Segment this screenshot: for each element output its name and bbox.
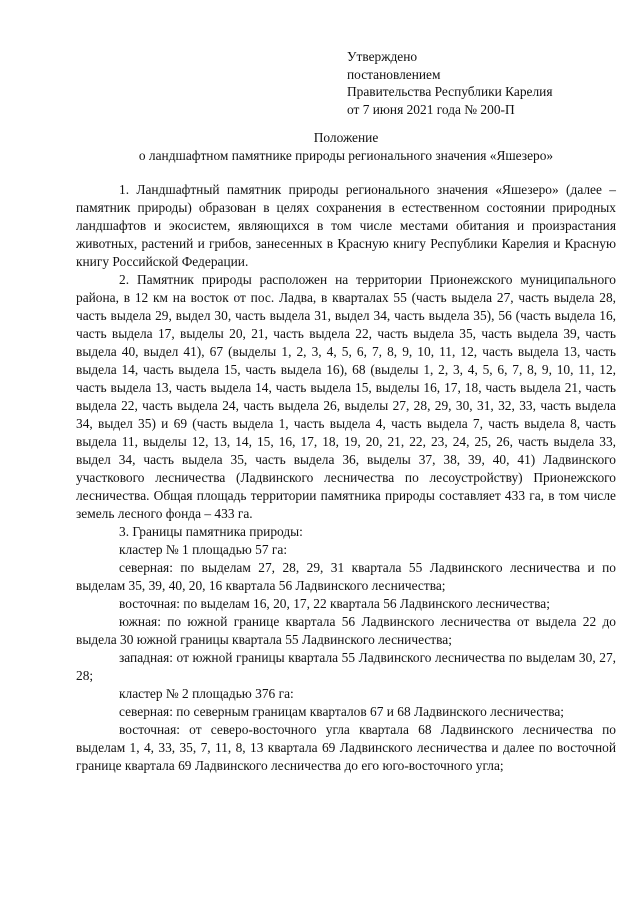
paragraph-boundaries-heading: 3. Границы памятника природы: (119, 524, 303, 539)
paragraph-cluster-1-south: южная: по южной границе квартала 56 Ладвинского лесничества от выдела 22 до выдела 30 южной границы квартала 55 Ладвинского лесничества; (76, 614, 616, 647)
approval-block (347, 48, 627, 118)
paragraph-cluster-1-north: северная: по выделам 27, 28, 29, 31 квартала 55 Ладвинского лесничества и по выделам 35, 39, 40, 20, 16 квартала 56 Ладвинского лесничества; (76, 560, 616, 593)
title-subline: о ландшафтном памятнике природы регионального значения «Яшезеро» (138, 148, 554, 163)
paragraph-cluster-1: кластер № 1 площадью 57 га: (119, 542, 288, 557)
paragraph-cluster-2-north: северная: по северным границам кварталов 67 и 68 Ладвинского лесничества; (119, 704, 565, 719)
paragraph-cluster-1-west: западная: от южной границы квартала 55 Ладвинского лесничества по выделам 30, 27, 28; (76, 650, 616, 683)
title-line: Положение (313, 130, 379, 145)
document-title (76, 129, 616, 165)
approval-line: Правительства Республики Карелия (347, 84, 553, 99)
approval-line: Утверждено (347, 49, 418, 64)
paragraph-cluster-2: кластер № 2 площадью 376 га: (119, 686, 294, 701)
approval-line: постановлением (347, 66, 441, 82)
paragraph-cluster-1-east: восточная: по выделам 16, 20, 17, 22 квартала 56 Ладвинского лесничества; (119, 596, 550, 611)
document-body (76, 181, 616, 775)
paragraph-cluster-2-east: восточная: от северо-восточного угла квартала 68 Ладвинского лесничества по выделам 1, 4, 33, 35, 7, 11, 8, 13 квартала 69 Ладвинского лесничества и далее по восточной границе квартала 69 Ладвинского лесничества до его юго-восточного угла; (76, 722, 616, 773)
paragraph-location: 2. Памятник природы расположен на территории Прионежского муниципального района, в 12 км на восток от пос. Ладва, в кварталах 55 (часть выдела 27, часть выдела 28, часть выдела 29, выдел 30, часть выдела 31, выдел 34, часть выдела 35), 56 (часть выдела 16, часть выдела 17, выделы 20, 21, часть выдела 22, часть выдела 35, часть выдела 39, часть выдела 40, выдел 41), 67 (выделы 1, 2, 3, 4, 5, 6, 7, 8, 9, 10, 11, 12, часть выдела 13, часть выдела 14, часть выдела 15, часть выдела 16), 68 (выделы 1, 2, 3, 4, 5, 6, 7, 8, 9, 10, 11, 12, часть выдела 13, часть выдела 14, часть выдела 15, выделы 16, 17, 18, часть выдела 21, часть выдела 22, часть выдела 24, часть выдела 26, выделы 27, 28, 29, 30, 31, 32, 33, часть выдела 34, выдел 35) и 69 (часть выдела 1, часть выдела 4, часть выдела 7, часть выдела 8, часть выдела 11, выделы 12, 13, 14, 15, 16, 17, 18, 19, 20, 21, 22, 23, 24, 25, 26, часть выдела 33, выдел 34, часть выдела 35, часть выдела 36, выделы 37, 38, 39, 40, 41) Ладвинского участкового лесничества (Ладвинского лесничества по лесоустройству) Прионежского лесничества. Общая площадь территории памятника природы составляет 433 га, в том числе земель лесного фонда – 433 га. (76, 272, 616, 521)
approval-date-line: от 7 июня 2021 года № 200-П (347, 101, 515, 117)
paragraph-purpose: 1. Ландшафтный памятник природы регионального значения «Яшезеро» (далее – памятник природы) образован в целях сохранения в естественном состоянии природных ландшафтов и экосистем, являющихся в том числе местами обитания и произрастания животных, растений и грибов, занесенных в Красную книгу Республики Карелия и Красную книгу Российской Федерации. (76, 182, 616, 269)
